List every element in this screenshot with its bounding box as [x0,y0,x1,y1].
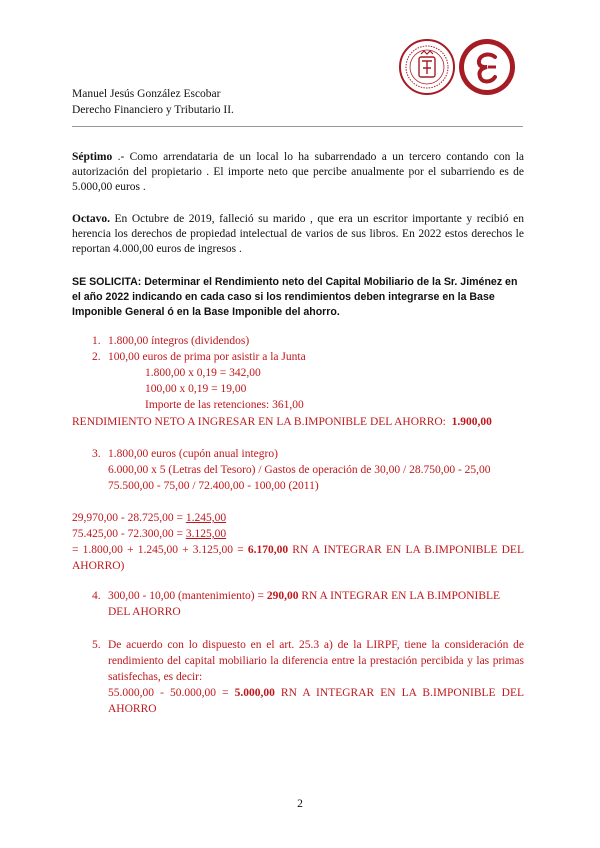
calc-expression: 75.425,00 - 72.300,00 = [72,528,186,540]
calc-line: Importe de las retenciones: 361,00 [145,399,304,411]
page-number: 2 [297,798,303,810]
paragraph-octavo [72,212,524,257]
faculty-logo [458,38,516,96]
calc-value: 6.170,00 [247,544,289,556]
calc-line [108,685,524,717]
item-number: 4. [92,590,101,602]
calc-expression: 29,970,00 - 28.725,00 = [72,512,186,524]
item-number: 2. [92,351,101,363]
calc-expression: = 1.800,00 + 1.245,00 + 3.125,00 = [72,544,248,556]
answer-item-5 [92,637,524,717]
calc-note: RN A INTEGRAR EN LA B.IMPONIBLE DEL AHORRO [108,590,501,618]
calc-value: 290,00 [266,590,299,602]
item-text: 1.800,00 íntegros (dividendos) [108,335,250,347]
calc-expression: 55.000,00 - 50.000,00 = [108,687,235,699]
item-text [108,588,524,620]
task-statement: SE SOLICITA: Determinar el Rendimiento neto del Capital Mobiliario de la Sr. Jiménez en el año 2022 indicando en cada caso si los rendimientos deben integrarse en la Base Imponible General ó en la Base Imponible del ahorro. [72,276,518,318]
septimo-text: .- Como arrendataria de un local lo ha subarrendado a un tercero contando con la autorización del propietario . El importe neto que percibe anualmente por el subarriendo es de 5.000,00 euros . [72,151,524,193]
result-label: RENDIMIENTO NETO A INGRESAR EN LA B.IMPONIBLE DEL AHORRO: [72,416,452,428]
item-number: 1. [92,335,101,347]
calc-total [72,542,524,574]
calc-value: 1.245,00 [185,512,227,524]
result-value: 1.900,00 [451,416,492,428]
item-text: 1.800,00 euros (cupón anual integro) [108,448,278,460]
septimo-label: Séptimo [72,151,113,163]
calc-note: RN A INTEGRAR EN LA B.IMPONIBLE DEL AHORRO [108,687,524,715]
answer-item-4 [92,588,524,620]
answer-item-2 [92,349,522,365]
calc-expression: 300,00 - 10,00 (mantenimiento) = [108,590,267,602]
calc-line [72,526,226,542]
calc-note: RN A INTEGRAR EN LA B.IMPONIBLE DEL AHORRO) [72,544,524,572]
answer-item-1 [92,333,522,349]
item-text: De acuerdo con lo dispuesto en el art. 25.3 a) de la LIRPF, tiene la consideración de rendimiento del capital mobiliario la diferencia entre la prestación percibida y las primas satisfechas, es decir: [108,639,524,683]
item-text: 100,00 euros de prima por asistir a la Junta [108,351,306,363]
header-divider [72,126,523,127]
course-title: Derecho Financiero y Tributario II. [72,104,234,116]
author-name: Manuel Jesús González Escobar [72,88,221,100]
calc-line: 75.500,00 - 75,00 / 72.400,00 - 100,00 (2011) [108,480,319,492]
university-seal-logo [398,38,456,96]
calc-line: 100,00 x 0,19 = 19,00 [145,383,247,395]
answer-item-3 [92,446,522,462]
calc-line: 6.000,00 x 5 (Letras del Tesoro) / Gastos de operación de 30,00 / 28.750,00 - 25,00 [108,464,491,476]
octavo-text: En Octubre de 2019, falleció su marido , que era un escritor importante y recibió en herencia los derechos de propiedad intelectual de varios de sus libros. En 2022 estos derechos le reportan 4.000,00 euros de ingresos . [72,213,524,255]
calc-line: 1.800,00 x 0,19 = 342,00 [145,367,261,379]
octavo-label: Octavo. [72,213,111,225]
item-number: 3. [92,448,101,460]
calc-value: 3.125,00 [185,528,227,540]
net-yield-result [72,414,492,430]
paragraph-septimo [72,150,524,195]
item-number: 5. [92,639,101,651]
calc-line [72,510,226,526]
calc-value: 5.000,00 [234,687,275,699]
